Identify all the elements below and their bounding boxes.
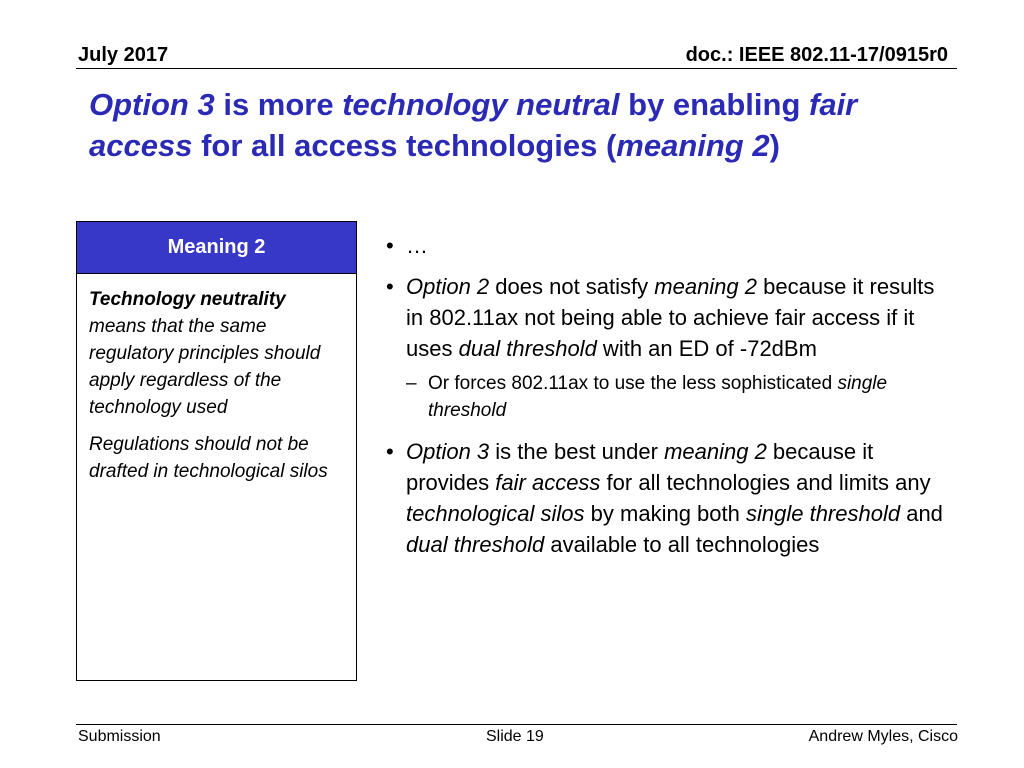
header-divider bbox=[76, 68, 957, 69]
bullet-text: for all technologies and limits any bbox=[600, 470, 931, 495]
bullet-text: single threshold bbox=[428, 373, 888, 421]
meaning-term: Technology neutrality bbox=[89, 289, 286, 310]
meaning-box bbox=[76, 221, 357, 681]
bullet-text: Option 2 bbox=[406, 274, 490, 299]
bullet-text: meaning 2 bbox=[654, 274, 758, 299]
bullet-text: with an ED of -72dBm bbox=[596, 336, 817, 361]
title-part: is more bbox=[214, 87, 343, 122]
bullet-text: available to all technologies bbox=[544, 532, 820, 557]
bullet-text: because it results in 802.11ax not being able to achieve fair access if it uses bbox=[406, 274, 935, 361]
bullet-item: • … bbox=[386, 230, 946, 261]
bullet-text: and bbox=[900, 501, 943, 526]
title-part: fair access bbox=[89, 87, 858, 163]
title-part: technology neutral bbox=[342, 87, 620, 122]
bullet-text: technological silos bbox=[406, 501, 585, 526]
bullet-list bbox=[386, 230, 946, 570]
bullet-text: single threshold bbox=[745, 501, 901, 526]
meaning-box-body bbox=[89, 286, 344, 495]
bullet-item bbox=[386, 271, 946, 364]
bullet-text: dual threshold bbox=[406, 532, 545, 557]
slide-title bbox=[89, 84, 959, 166]
meaning-principle: Regulations should not be drafted in technological silos bbox=[89, 434, 328, 482]
bullet-text: does not satisfy bbox=[489, 274, 655, 299]
title-part: meaning 2 bbox=[616, 128, 770, 163]
bullet-item bbox=[386, 436, 946, 560]
bullet-text: Option 3 bbox=[406, 439, 490, 464]
header-date: July 2017 bbox=[78, 44, 169, 66]
meaning-box-heading: Meaning 2 bbox=[77, 222, 356, 274]
footer-divider bbox=[76, 724, 957, 725]
footer-author: Andrew Myles, Cisco bbox=[808, 728, 958, 745]
bullet-text: dual threshold bbox=[458, 336, 597, 361]
title-part: by enabling bbox=[619, 87, 809, 122]
bullet-text: is the best under bbox=[489, 439, 665, 464]
meaning-definition bbox=[89, 286, 344, 421]
meaning-definition-text: means that the same regulatory principles should apply regardless of the technology used bbox=[89, 316, 321, 418]
sub-bullet-item bbox=[386, 370, 946, 424]
bullet-text: Or forces 802.11ax to use the less sophisticated bbox=[428, 373, 838, 394]
bullet-text: by making both bbox=[584, 501, 746, 526]
bullet-text: because it provides bbox=[406, 439, 874, 495]
footer-slide-number: Slide 19 bbox=[486, 728, 544, 745]
header-doc-id: doc.: IEEE 802.11-17/0915r0 bbox=[685, 44, 948, 66]
title-part: Option 3 bbox=[89, 87, 215, 122]
title-part: ) bbox=[769, 128, 780, 163]
title-part: for all access technologies ( bbox=[192, 128, 617, 163]
footer-submission: Submission bbox=[78, 728, 161, 745]
bullet-text: meaning 2 bbox=[664, 439, 767, 464]
bullet-text: fair access bbox=[495, 470, 601, 495]
